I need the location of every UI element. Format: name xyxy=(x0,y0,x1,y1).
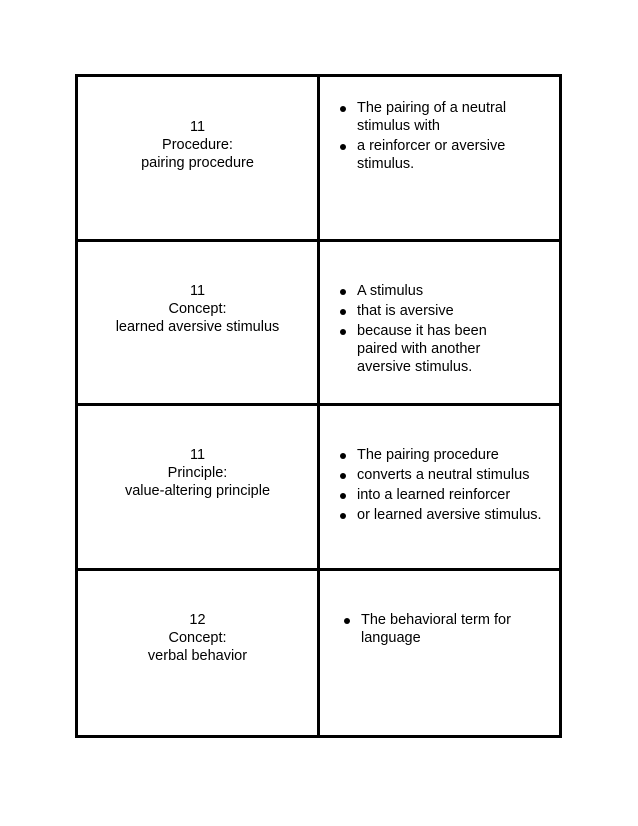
term-block xyxy=(78,446,317,500)
term-block xyxy=(78,118,317,172)
term-kind: Principle: xyxy=(167,465,228,481)
term-name: learned aversive stimulus xyxy=(115,318,280,335)
definition-item: A stimulus xyxy=(338,282,519,300)
term-block xyxy=(78,611,317,665)
definition-cell xyxy=(320,406,559,571)
definition-cell xyxy=(320,571,559,736)
definition-list xyxy=(338,446,557,526)
definition-item: The behavioral term for language xyxy=(342,611,525,647)
term-cell xyxy=(78,77,320,242)
flashcard-table xyxy=(75,74,562,738)
term-name: value-altering principle xyxy=(124,483,271,499)
definition-cell xyxy=(320,242,559,407)
definition-item: or learned aversive stimulus. xyxy=(338,506,557,524)
term-block xyxy=(78,282,317,336)
definition-item: because it has been paired with another aversive stimulus. xyxy=(338,322,519,376)
definition-item: The pairing of a neutral stimulus with xyxy=(338,99,529,135)
chapter-number: 11 xyxy=(189,282,206,299)
term-kind: Procedure: xyxy=(162,137,233,153)
definition-list xyxy=(338,282,519,378)
definition-item: converts a neutral stimulus xyxy=(338,466,557,484)
term-cell xyxy=(78,406,320,571)
chapter-number: 11 xyxy=(189,119,206,135)
chapter-number: 11 xyxy=(189,447,206,463)
term-kind: Concept: xyxy=(168,300,227,317)
definition-item: into a learned reinforcer xyxy=(338,486,557,504)
chapter-number: 12 xyxy=(189,611,206,628)
term-cell xyxy=(78,571,320,736)
definition-item: a reinforcer or aversive stimulus. xyxy=(338,137,529,173)
definition-cell xyxy=(320,77,559,242)
term-name: pairing procedure xyxy=(141,155,254,171)
definition-item: that is aversive xyxy=(338,302,519,320)
definition-list xyxy=(342,611,525,649)
definition-item: The pairing procedure xyxy=(338,446,557,464)
definition-list xyxy=(338,99,529,175)
term-cell xyxy=(78,242,320,407)
term-kind: Concept: xyxy=(168,629,227,646)
term-name: verbal behavior xyxy=(147,647,248,664)
